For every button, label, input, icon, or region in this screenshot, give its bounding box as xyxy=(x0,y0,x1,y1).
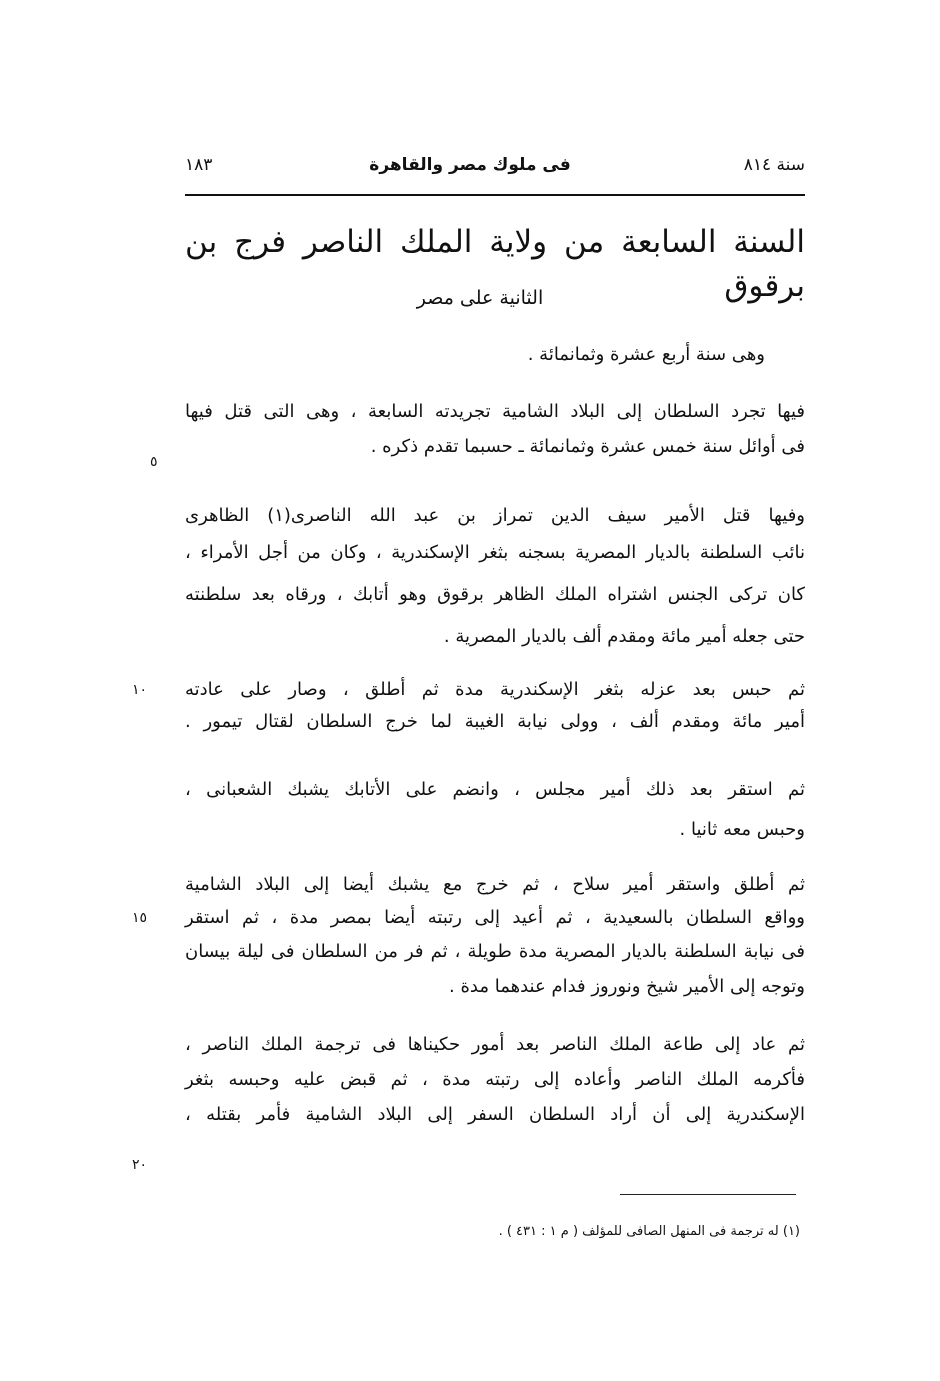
line-number: ١٠ xyxy=(132,682,148,698)
text-line: نائب السلطنة بالديار المصرية بسجنه بثغر الإسكندرية ، وكان من أجل الأمراء ، xyxy=(185,542,805,563)
text-line: كان تركى الجنس اشتراه الملك الظاهر برقوق وهو أتابك ، ورقاه بعد سلطنته xyxy=(185,584,805,605)
text-line: ثم حبس بعد عزله بثغر الإسكندرية مدة ثم أطلق ، وصار على عادته xyxy=(185,679,805,700)
header-rule xyxy=(185,194,805,196)
text-line: وهى سنة أربع عشرة وثمانمائة . xyxy=(527,344,765,365)
text-line: ثم استقر بعد ذلك أمير مجلس ، وانضم على الأتابك يشبك الشعبانى ، xyxy=(185,779,805,800)
line-number: ٥ xyxy=(150,454,158,470)
text-line: وفيها قتل الأمير سيف الدين تمراز بن عبد الله الناصرى(١) الظاهرى xyxy=(185,505,805,526)
header-year: سنة ٨١٤ xyxy=(743,155,805,175)
footnote-rule xyxy=(620,1194,796,1195)
text-line: أمير مائة ومقدم ألف ، وولى نيابة الغيبة لما خرج السلطان لقتال تيمور . xyxy=(185,711,805,732)
chapter-title: السنة السابعة من ولاية الملك الناصر فرج بن برقوق xyxy=(185,224,805,304)
text-line: وحبس معه ثانيا . xyxy=(679,819,805,840)
text-line: فى نيابة السلطنة بالديار المصرية مدة طويلة ، ثم فر من السلطان فى ليلة بيسان xyxy=(185,941,805,962)
line-number: ٢٠ xyxy=(132,1157,148,1173)
running-title: فى ملوك مصر والقاهرة xyxy=(369,155,571,175)
text-line: فأكرمه الملك الناصر وأعاده إلى رتبته مدة ، ثم قبض عليه وحبسه بثغر xyxy=(185,1069,805,1090)
footnote: (١) له ترجمة فى المنهل الصافى للمؤلف ( م ١ : ٤٣١ ) . xyxy=(498,1224,800,1239)
text-line: ثم عاد إلى طاعة الملك الناصر بعد أمور حكيناها فى ترجمة الملك الناصر ، xyxy=(185,1034,805,1055)
text-line: حتى جعله أمير مائة ومقدم ألف بالديار المصرية . xyxy=(443,626,805,647)
text-line: فى أوائل سنة خمس عشرة وثمانمائة ـ حسبما تقدم ذكره . xyxy=(370,436,805,457)
line-number: ١٥ xyxy=(132,910,148,926)
text-line: وواقع السلطان بالسعيدية ، ثم أعيد إلى رتبته أيضا بمصر مدة ، ثم استقر xyxy=(185,907,805,928)
chapter-subtitle: الثانية على مصر xyxy=(416,287,544,309)
text-line: الإسكندرية إلى أن أراد السلطان السفر إلى البلاد الشامية فأمر بقتله ، xyxy=(185,1104,805,1125)
text-line: ثم أطلق واستقر أمير سلاح ، ثم خرج مع يشبك أيضا إلى البلاد الشامية xyxy=(185,874,805,895)
page-number: ١٨٣ xyxy=(185,155,213,175)
text-line: وتوجه إلى الأمير شيخ ونوروز فدام عندهما مدة . xyxy=(449,976,805,997)
text-line: فيها تجرد السلطان إلى البلاد الشامية تجريدته السابعة ، وهى التى قتل فيها xyxy=(185,401,805,422)
